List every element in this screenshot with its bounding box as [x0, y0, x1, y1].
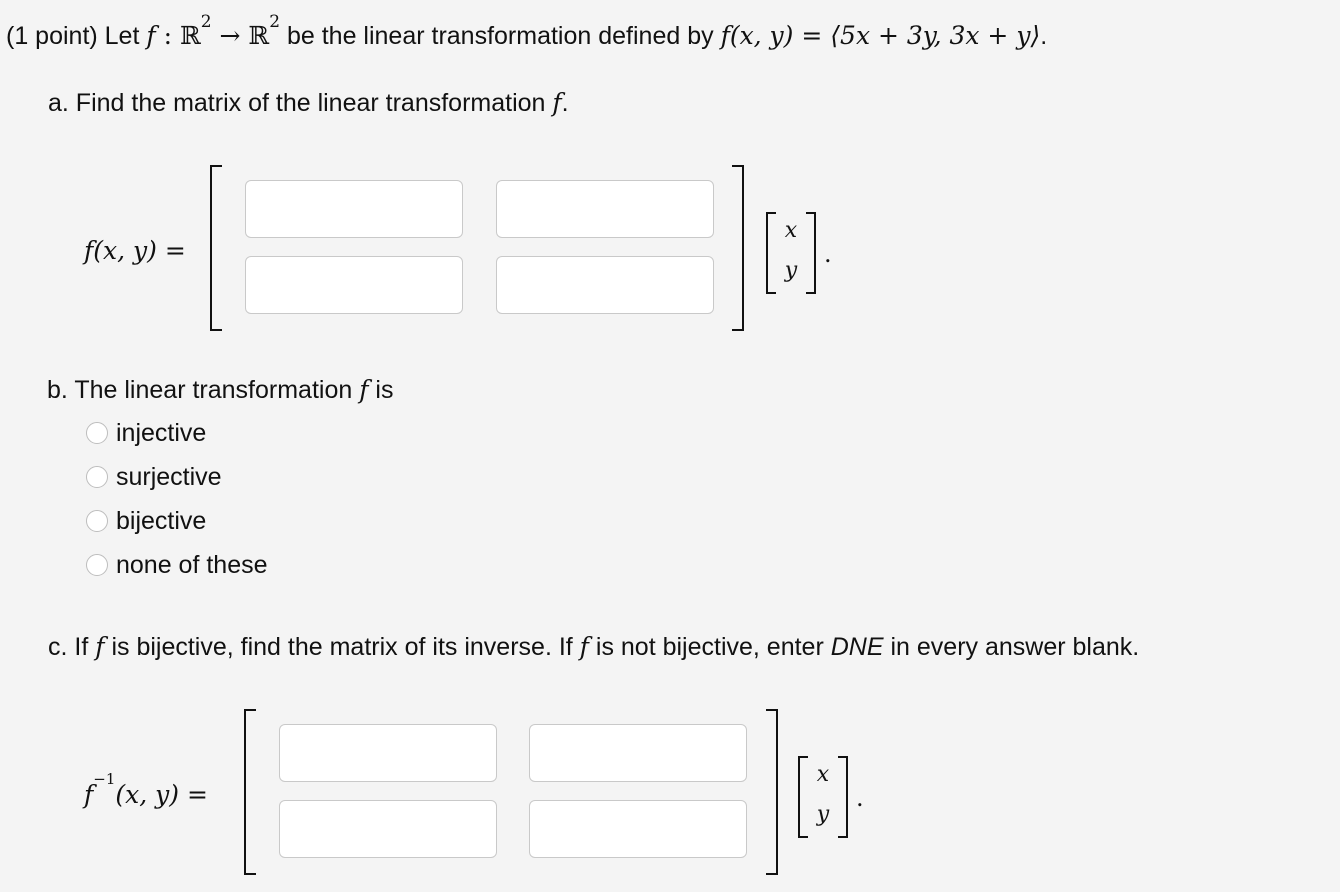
- matrix-a-cell-2-1[interactable]: [245, 256, 463, 314]
- part-c-label-start: c. If: [48, 633, 96, 661]
- matrix-a-cell-2-2[interactable]: [496, 256, 714, 314]
- problem-statement: [6, 12, 1048, 54]
- part-c-label-mid: is bijective, find the matrix of its inverse. If: [104, 633, 580, 661]
- option-injective[interactable]: [86, 413, 206, 453]
- matrix-a-cell-1-2[interactable]: [496, 180, 714, 238]
- part-a-period: .: [824, 240, 832, 268]
- function-definition: f(x, y) = ⟨5x + 3y, 3x + y⟩: [720, 21, 1041, 50]
- part-c-label-mid2: is not bijective, enter: [588, 633, 831, 661]
- part-b-function-symbol: f: [359, 375, 369, 404]
- codomain-set: ℝ: [248, 21, 270, 50]
- matrix-c-cell-1-1[interactable]: [279, 724, 497, 782]
- vector-c-x: x: [816, 762, 830, 787]
- matrix-a-right-bracket: [732, 165, 744, 331]
- inverse-function-symbol: f: [84, 780, 94, 809]
- part-c-label-end: in every answer blank.: [883, 633, 1140, 661]
- radio-bijective[interactable]: [86, 510, 108, 532]
- vector-c: [798, 756, 848, 838]
- domain-set: ℝ: [179, 21, 201, 50]
- part-a-label: a. Find the matrix of the linear transformation: [48, 89, 553, 117]
- part-b-end: is: [368, 376, 394, 404]
- matrix-c-cell-1-2[interactable]: [529, 724, 747, 782]
- matrix-c-cell-2-2[interactable]: [529, 800, 747, 858]
- arrow: →: [211, 21, 249, 50]
- vector-c-y: y: [816, 802, 830, 827]
- option-none-of-these[interactable]: [86, 545, 268, 585]
- dne-text: DNE: [830, 633, 884, 661]
- option-injective-label: injective: [116, 418, 207, 447]
- part-c-prompt: [48, 630, 1139, 664]
- option-bijective[interactable]: [86, 501, 206, 541]
- part-a-end: .: [561, 89, 569, 117]
- radio-surjective[interactable]: [86, 466, 108, 488]
- vector-a-y: y: [784, 258, 798, 283]
- option-surjective[interactable]: [86, 457, 222, 497]
- vector-a: [766, 212, 816, 294]
- part-a-lhs: f(x, y) =: [84, 236, 186, 265]
- option-none-of-these-label: none of these: [116, 550, 268, 579]
- problem-prefix: (1 point) Let: [6, 22, 147, 50]
- radio-injective[interactable]: [86, 422, 108, 444]
- radio-none-of-these[interactable]: [86, 554, 108, 576]
- option-surjective-label: surjective: [116, 462, 222, 491]
- part-b-label: b. The linear transformation: [47, 376, 360, 404]
- inverse-exponent: −1: [93, 770, 116, 788]
- problem-end: .: [1040, 22, 1048, 50]
- part-c-period: .: [856, 784, 864, 812]
- option-bijective-label: bijective: [116, 506, 207, 535]
- part-c-function-symbol-2: f: [579, 632, 589, 661]
- matrix-c-right-bracket: [766, 709, 778, 875]
- function-symbol: f: [146, 21, 156, 50]
- codomain-exponent: 2: [269, 12, 281, 32]
- vector-a-x: x: [784, 218, 798, 243]
- part-c-function-symbol-1: f: [95, 632, 105, 661]
- matrix-a-left-bracket: [210, 165, 222, 331]
- part-a-prompt: [48, 86, 569, 120]
- domain-exponent: 2: [200, 12, 212, 32]
- part-c-lhs: [84, 770, 208, 809]
- matrix-c-left-bracket: [244, 709, 256, 875]
- part-a-function-symbol: f: [552, 88, 562, 117]
- part-b-prompt: [47, 373, 393, 407]
- matrix-c-cell-2-1[interactable]: [279, 800, 497, 858]
- colon: :: [155, 21, 180, 50]
- matrix-a-cell-1-1[interactable]: [245, 180, 463, 238]
- problem-middle: be the linear transformation defined by: [280, 22, 721, 50]
- inverse-lhs-args: (x, y) =: [115, 780, 208, 809]
